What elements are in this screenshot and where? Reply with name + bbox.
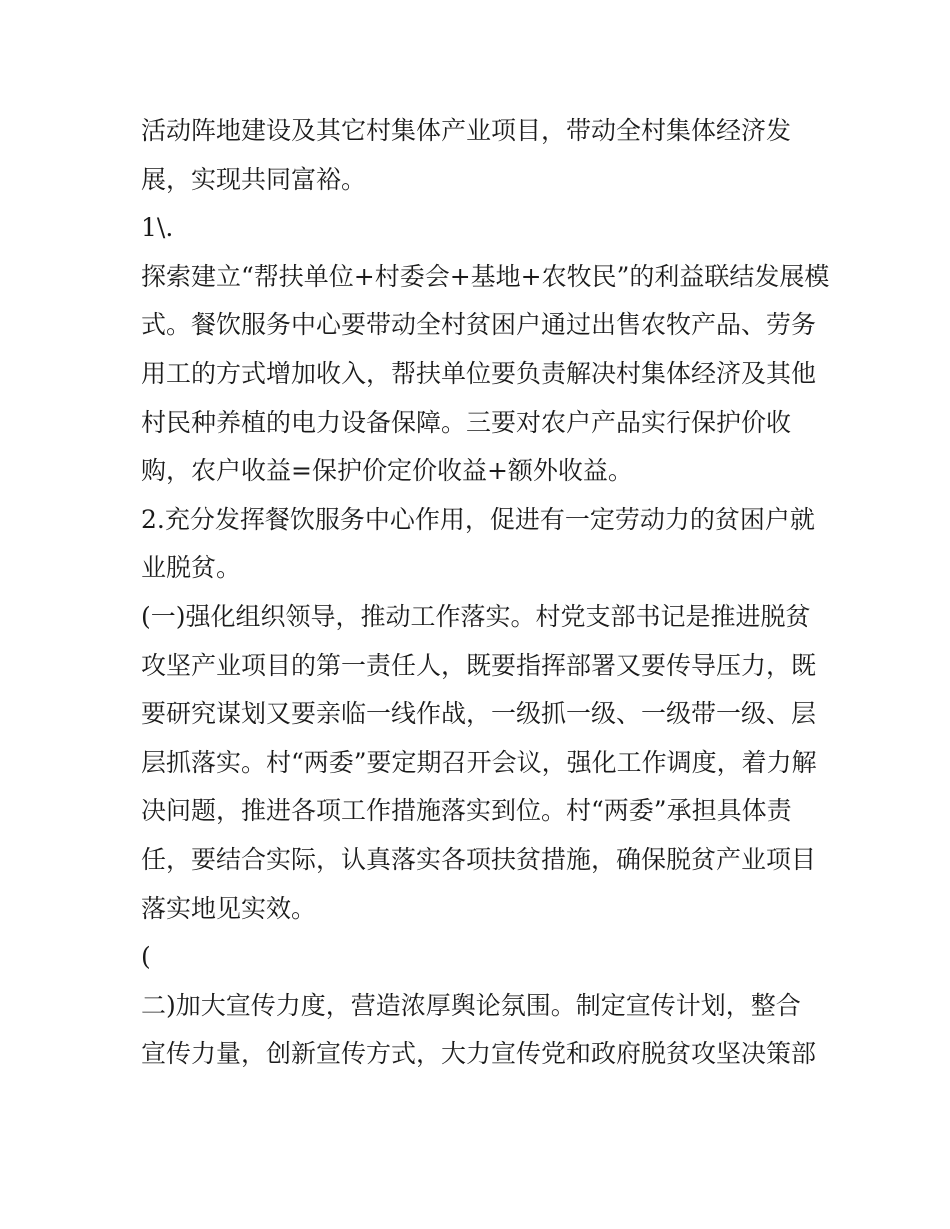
text-line: 层抓落实。村“两委”要定期召开会议，强化工作调度，着力解: [141, 747, 817, 777]
text-line: 村民种养植的电力设备保障。三要对农户产品实行保护价收: [141, 407, 792, 437]
text-line: (: [141, 942, 151, 972]
text-line: 宣传力量，创新宣传方式，大力宣传党和政府脱贫攻坚决策部: [141, 1039, 817, 1069]
text-line: 任，要结合实际，认真落实各项扶贫措施，确保脱贫产业项目: [141, 844, 817, 874]
text-line: 购，农户收益=保护价定价收益+额外收益。: [141, 456, 633, 486]
text-line: 攻坚产业项目的第一责任人，既要指挥部署又要传导压力，既: [141, 650, 817, 680]
text-line: 要研究谋划又要亲临一线作战，一级抓一级、一级带一级、层: [141, 699, 817, 729]
text-line: 活动阵地建设及其它村集体产业项目，带动全村集体经济发: [141, 116, 792, 145]
text-line: 1\.: [141, 213, 174, 243]
text-line: 业脱贫。: [141, 553, 242, 583]
text-line: (一)强化组织领导，推动工作落实。村党支部书记是推进脱贫: [141, 601, 811, 631]
text-line: 2.充分发挥餐饮服务中心作用，促进有一定劳动力的贫困户就: [141, 504, 815, 534]
text-line: 展，实现共同富裕。: [141, 164, 367, 194]
text-line: 用工的方式增加收入，帮扶单位要负责解决村集体经济及其他: [141, 358, 817, 388]
text-line: 式。餐饮服务中心要带动全村贫困户通过出售农牧产品、劳务: [141, 310, 817, 340]
document-body: [141, 107, 830, 1079]
text-line: 决问题，推进各项工作措施落实到位。村“两委”承担具体责: [141, 796, 792, 826]
text-line: 二)加大宣传力度，营造浓厚舆论氛围。制定宣传计划，整合: [141, 990, 801, 1020]
text-line: 落实地见实效。: [141, 893, 317, 923]
text-line: 探索建立“帮扶单位+村委会+基地+农牧民”的利益联结发展模: [141, 261, 830, 291]
